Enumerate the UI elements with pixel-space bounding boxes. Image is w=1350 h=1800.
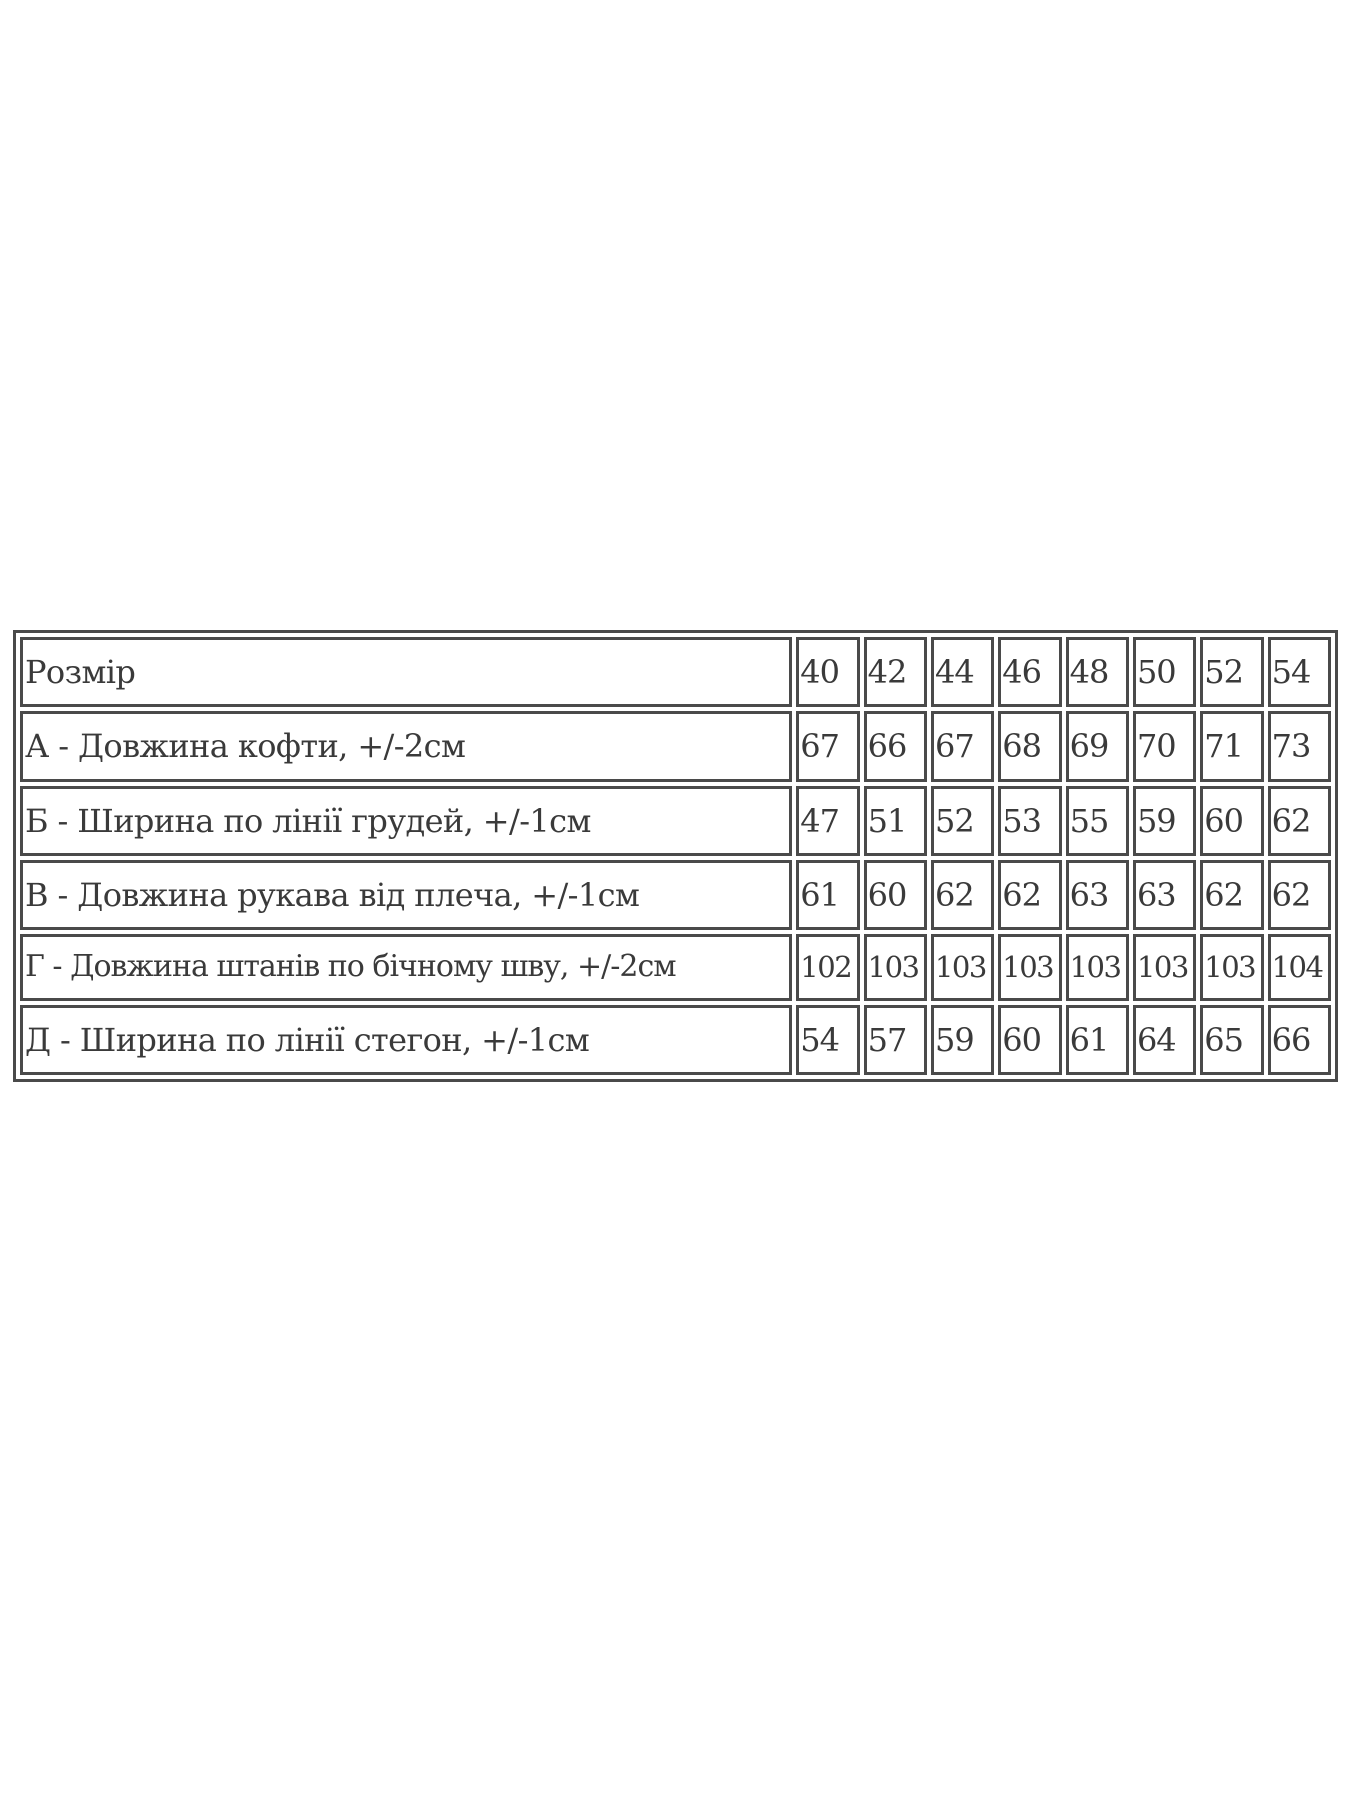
measurement-value: 103 xyxy=(864,934,927,1001)
size-header-cell: 42 xyxy=(864,637,927,707)
measurement-value: 103 xyxy=(1066,934,1129,1001)
measurement-value: 70 xyxy=(1133,711,1196,781)
measurement-value: 103 xyxy=(1133,934,1196,1001)
measurement-value: 59 xyxy=(931,1005,994,1075)
measurement-value: 73 xyxy=(1268,711,1331,781)
measurement-value: 67 xyxy=(931,711,994,781)
measurement-value: 55 xyxy=(1066,786,1129,856)
size-header-cell: 48 xyxy=(1066,637,1129,707)
measurement-value: 63 xyxy=(1066,860,1129,930)
measurement-value: 69 xyxy=(1066,711,1129,781)
measurement-value: 65 xyxy=(1200,1005,1263,1075)
measurement-value: 64 xyxy=(1133,1005,1196,1075)
size-header-cell: 50 xyxy=(1133,637,1196,707)
measurement-value: 103 xyxy=(931,934,994,1001)
measurement-value: 54 xyxy=(796,1005,859,1075)
measurement-value: 60 xyxy=(998,1005,1061,1075)
measurement-value: 57 xyxy=(864,1005,927,1075)
table-row xyxy=(20,1005,1331,1075)
measurement-value: 68 xyxy=(998,711,1061,781)
table-header-row xyxy=(20,637,1331,707)
measurement-value: 102 xyxy=(796,934,859,1001)
measurement-value: 61 xyxy=(1066,1005,1129,1075)
measurement-value: 51 xyxy=(864,786,927,856)
size-header-cell: 40 xyxy=(796,637,859,707)
table-row xyxy=(20,786,1331,856)
measurement-value: 71 xyxy=(1200,711,1263,781)
measurement-value: 60 xyxy=(864,860,927,930)
measurement-value: 62 xyxy=(1268,786,1331,856)
measurement-value: 66 xyxy=(864,711,927,781)
size-header-cell: 54 xyxy=(1268,637,1331,707)
measurement-value: 103 xyxy=(998,934,1061,1001)
measurement-value: 62 xyxy=(1200,860,1263,930)
measurement-value: 62 xyxy=(931,860,994,930)
measurement-value: 47 xyxy=(796,786,859,856)
measurement-value: 62 xyxy=(998,860,1061,930)
table-row xyxy=(20,711,1331,781)
size-chart-table xyxy=(13,630,1338,1082)
table-row xyxy=(20,860,1331,930)
measurement-value: 62 xyxy=(1268,860,1331,930)
table-row xyxy=(20,934,1331,1001)
measurement-label: Д - Ширина по лінії стегон, +/-1см xyxy=(20,1005,792,1075)
size-header-cell: 46 xyxy=(998,637,1061,707)
measurement-value: 104 xyxy=(1268,934,1331,1001)
measurement-value: 52 xyxy=(931,786,994,856)
size-header-cell: 44 xyxy=(931,637,994,707)
measurement-value: 59 xyxy=(1133,786,1196,856)
size-header-cell: 52 xyxy=(1200,637,1263,707)
measurement-value: 103 xyxy=(1200,934,1263,1001)
measurement-value: 61 xyxy=(796,860,859,930)
measurement-label: Г - Довжина штанів по бічному шву, +/-2см xyxy=(20,934,792,1001)
measurement-label: А - Довжина кофти, +/-2см xyxy=(20,711,792,781)
measurement-value: 66 xyxy=(1268,1005,1331,1075)
measurement-value: 67 xyxy=(796,711,859,781)
measurement-value: 53 xyxy=(998,786,1061,856)
measurement-value: 63 xyxy=(1133,860,1196,930)
size-header-label: Розмір xyxy=(20,637,792,707)
measurement-label: В - Довжина рукава від плеча, +/-1см xyxy=(20,860,792,930)
measurement-label: Б - Ширина по лінії грудей, +/-1см xyxy=(20,786,792,856)
measurement-value: 60 xyxy=(1200,786,1263,856)
